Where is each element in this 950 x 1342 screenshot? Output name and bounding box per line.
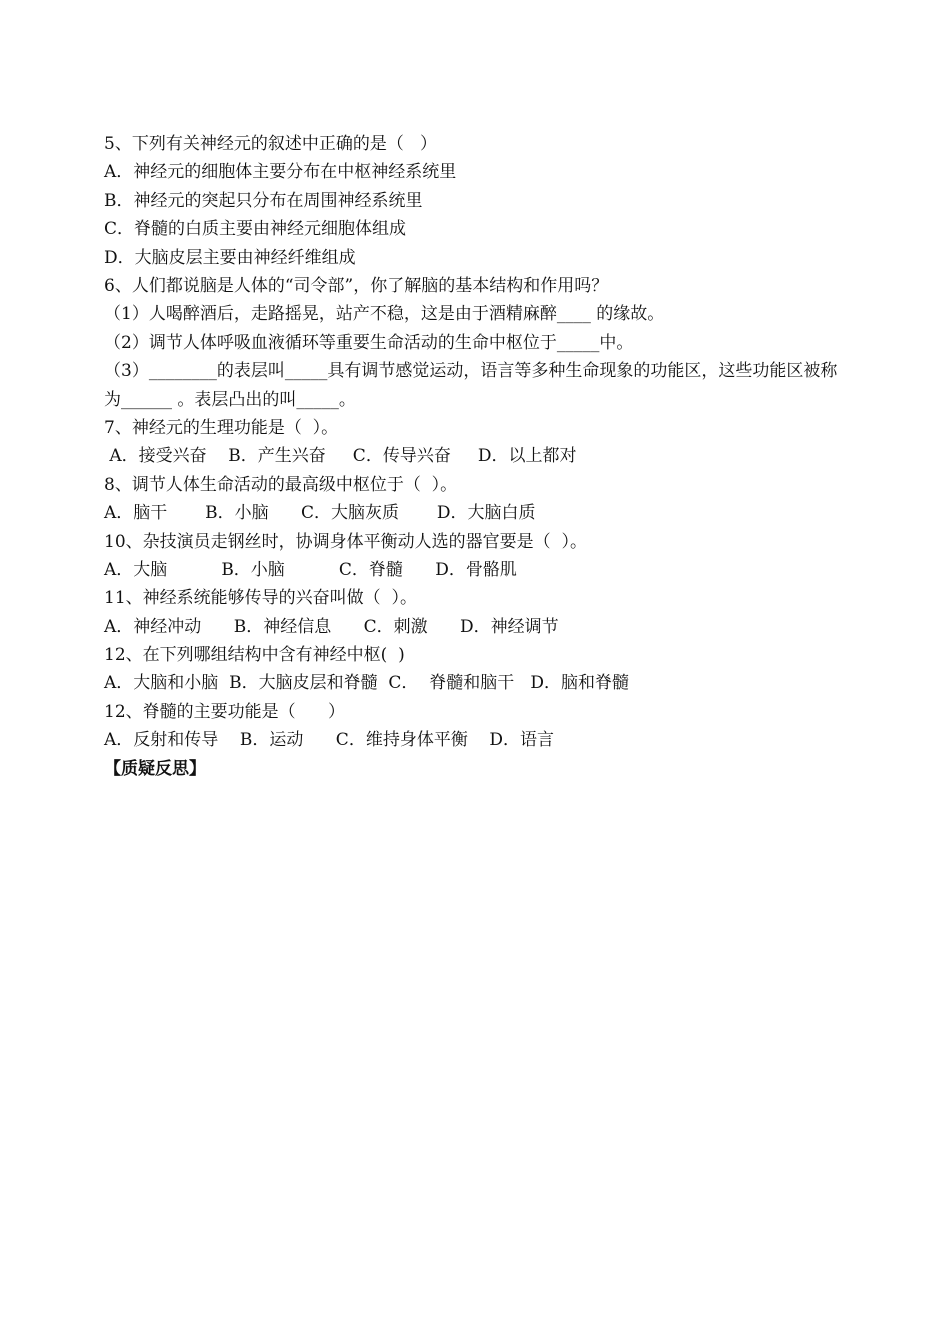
question-12b: 12、脊髓的主要功能是（ ） (104, 701, 346, 722)
options-row: A．大脑和小脑 B．大脑皮层和脊髓 C． 脊髓和脑干 D．脑和脊髓 (104, 673, 630, 694)
question-10: 10、杂技演员走钢丝时，协调身体平衡动人选的器官要是（ ）。 (104, 531, 587, 552)
question-11: 11、神经系统能够传导的兴奋叫做（ ）。 (104, 588, 417, 609)
options-row: A．大脑 B．小脑 C．脊髓 D．骨骼肌 (104, 559, 517, 580)
option-line: A．神经元的细胞体主要分布在中枢神经系统里 (104, 162, 457, 183)
worksheet (104, 130, 849, 783)
sub-question-1: （1）人喝醉酒后，走路摇晃，站产不稳，这是由于酒精麻醉____ 的缘故。 (104, 304, 665, 325)
question-5: 5、下列有关神经元的叙述中正确的是（ ） (104, 134, 438, 154)
sub-question-3: （3）________的表层叫_____具有调节感觉运动，语言等多种生命现象的功能区，这些功能区被称为______ 。表层凸出的叫_____。 (104, 361, 838, 410)
options-row: A．反射和传导 B．运动 C．维持身体平衡 D．语言 (104, 730, 555, 751)
question-7: 7、神经元的生理功能是（ ）。 (104, 417, 339, 438)
options-row: A．神经冲动 B．神经信息 C．刺激 D．神经调节 (104, 616, 559, 637)
options-row: A．接受兴奋 B．产生兴奋 C．传导兴奋 D．以上都对 (104, 446, 577, 467)
question-12a: 12、在下列哪组结构中含有神经中枢( ) (104, 645, 405, 666)
question-8: 8、调节人体生命活动的最高级中枢位于（ ）。 (104, 474, 458, 495)
option-line: C．脊髓的白质主要由神经元细胞体组成 (104, 219, 407, 240)
sub-question-2: （2）调节人体呼吸血液循环等重要生命活动的生命中枢位于_____中。 (104, 332, 634, 353)
option-line: B．神经元的突起只分布在周围神经系统里 (104, 190, 423, 211)
question-6: 6、人们都说脑是人体的“司令部”，你了解脑的基本结构和作用吗？ (104, 275, 609, 296)
section-heading-reflection: 【质疑反思】 (104, 758, 206, 779)
option-line: D．大脑皮层主要由神经纤维组成 (104, 247, 356, 268)
options-row: A．脑干 B．小脑 C．大脑灰质 D．大脑白质 (104, 503, 536, 524)
